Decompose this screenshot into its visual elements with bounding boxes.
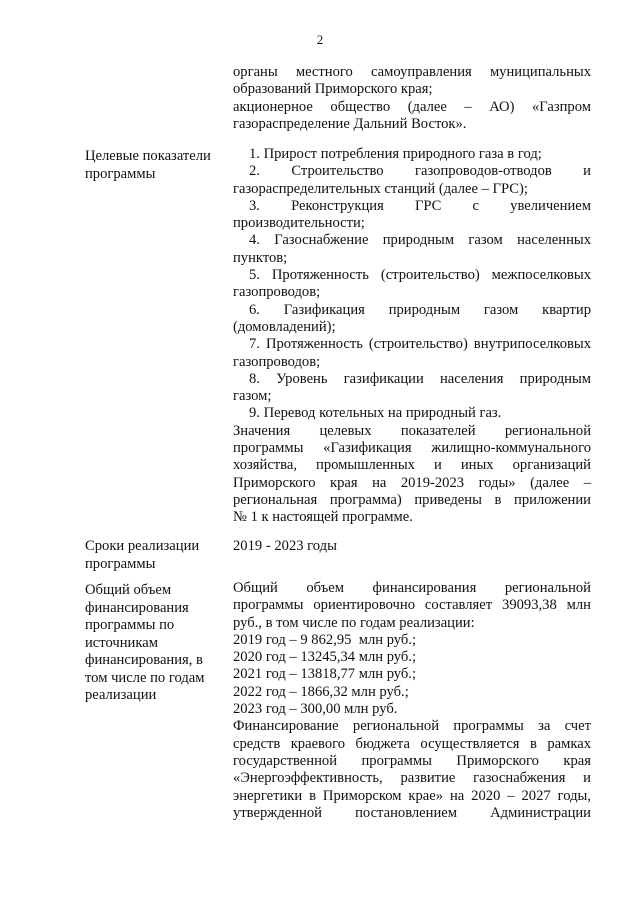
funding-body-line: утвержденной постановлением Администрации [233,804,591,821]
funding-year-line: 2019 год – 9 862,95 млн руб.; [233,631,417,648]
funding-intro-line: программы ориентировочно составляет 39093,38 млн [233,597,591,614]
funding-intro-line: Общий объем финансирования региональной [233,580,591,596]
funding-label [85,582,215,705]
target-item-5: 5. Протяженность (строительство) межпоселковых [249,267,591,284]
funding-body-line: Финансирование региональной программы за счет [233,718,591,735]
label-line: финансирования, в [85,652,203,668]
targets-note-line: Приморского края на 2019-2023 годы» (далее – [233,474,591,491]
label-line: реализации [85,687,157,703]
targets-note-line: региональная программа) приведены в приложении [233,491,591,508]
text-line: органы местного самоуправления муниципальных [233,64,591,80]
target-item-7-cont: газопроводов; [233,353,321,370]
text-line: акционерное общество (далее – АО) «Газпром [233,98,591,115]
funding-year-line: 2023 год – 300,00 млн руб. [233,701,398,718]
label-line: том числе по годам [85,669,205,686]
funding-year-line: 2022 год – 1866,32 млн руб.; [233,683,409,700]
target-item-3-cont: производительности; [233,215,365,232]
intro-paragraph [233,64,591,133]
target-item-4-cont: пунктов; [233,249,288,266]
funding-year-line: 2020 год – 13245,34 млн руб.; [233,649,417,666]
target-item-4: 4. Газоснабжение природным газом населенных [249,232,591,249]
funding-year-line: 2021 год – 13818,77 млн руб.; [233,666,417,683]
target-item-5-cont: газопроводов; [233,284,321,301]
target-item-2-cont: газораспределительных станций (далее – ГРС); [233,180,528,197]
targets-note-line: хозяйства, промышленных и иных организаций [233,457,591,474]
funding-block [233,580,591,822]
targets-note-line: Значения целевых показателей региональной [233,422,591,439]
target-item-1: 1. Прирост потребления природного газа в год; [249,146,542,162]
target-item-6-cont: (домовладений); [233,318,336,335]
target-item-2: 2. Строительство газопроводов-отводов и [249,163,591,180]
text-line: газораспределение Дальний Восток». [233,115,467,132]
funding-body-line: средств краевого бюджета осуществляется в рамках [233,735,591,752]
target-item-6: 6. Газификация природным газом квартир [249,301,591,318]
label-line: Целевые показатели [85,148,211,164]
label-line: финансирования [85,599,189,616]
label-line: Общий объем [85,582,172,598]
targets-label [85,148,215,183]
target-item-8-cont: газом; [233,388,272,405]
page-number: 2 [316,32,324,47]
funding-body-line: энергетики в Приморском крае» на 2020 – 2027 годы, [233,787,591,804]
label-line: программы [85,555,156,572]
target-item-7: 7. Протяженность (строительство) внутрипоселковых [249,336,591,353]
label-line: Сроки реализации [85,538,200,554]
text-line: образований Приморского края; [233,81,433,98]
target-item-9: 9. Перевод котельных на природный газ. [249,405,502,422]
targets-list [233,146,591,527]
target-item-8: 8. Уровень газификации населения природным [249,370,591,387]
funding-body-line: государственной программы Приморского края [233,752,591,769]
terms-value-block [233,538,591,555]
target-item-3: 3. Реконструкция ГРС с увеличением [249,197,591,214]
label-line: источникам [85,634,158,651]
funding-intro-line: руб., в том числе по годам реализации: [233,614,475,631]
targets-note-line: № 1 к настоящей программе. [233,509,413,526]
label-line: программы по [85,617,175,633]
label-line: программы [85,165,156,182]
targets-note-line: программы «Газификация жилищно-коммунального [233,440,591,457]
funding-body-line: «Энергоэффективность, развитие газоснабжения и [233,770,591,787]
terms-label [85,538,215,573]
terms-value: 2019 - 2023 годы [233,538,337,554]
